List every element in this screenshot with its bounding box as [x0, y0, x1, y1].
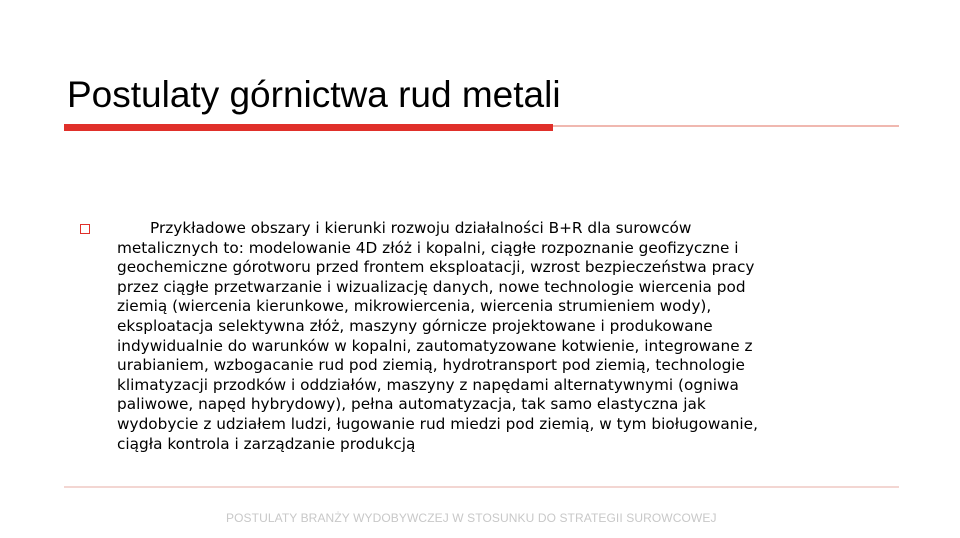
body-line: geochemiczne górotworu przed frontem eksploatacji, wzrost bezpieczeństwa pracy: [117, 258, 755, 277]
body-line: wydobycie z udziałem ludzi, ługowanie rud miedzi pod ziemią, w tym bioługowanie,: [117, 414, 758, 433]
body-line: klimatyzacji przodków i oddziałów, maszyny z napędami alternatywnymi (ogniwa: [117, 375, 739, 394]
body-line: indywidualnie do warunków w kopalni, zautomatyzowane kotwienie, integrowane z: [117, 336, 753, 355]
hollow-square-bullet-icon: [80, 224, 90, 234]
body-line: przez ciągłe przetwarzanie i wizualizację danych, nowe technologie wiercenia pod: [117, 277, 746, 296]
body-line: metalicznych to: modelowanie 4D złóż i kopalni, ciągłe rozpoznanie geofizyczne i: [117, 238, 739, 257]
body-line: ziemią (wiercenia kierunkowe, mikrowiercenia, wiercenia strumieniem wody),: [117, 297, 712, 316]
slide-footer: POSTULATY BRANŻY WYDOBYWCZEJ W STOSUNKU DO STRATEGII SUROWCOWEJ: [226, 511, 717, 525]
slide-title: Postulaty górnictwa rud metali: [67, 74, 561, 115]
footer-divider: [64, 486, 899, 488]
body-line: ciągła kontrola i zarządzanie produkcją: [117, 434, 416, 453]
body-line: Przykładowe obszary i kierunki rozwoju działalności B+R dla surowców: [150, 219, 692, 237]
body-paragraph: [117, 219, 877, 454]
title-underline-accent: [64, 124, 553, 131]
body-line: paliwowe, napęd hybrydowy), pełna automatyzacja, tak samo elastyczna jak: [117, 395, 706, 414]
body-line: urabianiem, wzbogacanie rud pod ziemią, hydrotransport pod ziemią, technologie: [117, 356, 745, 375]
body-line: eksploatacja selektywna złóż, maszyny górnicze projektowane i produkowane: [117, 316, 713, 335]
